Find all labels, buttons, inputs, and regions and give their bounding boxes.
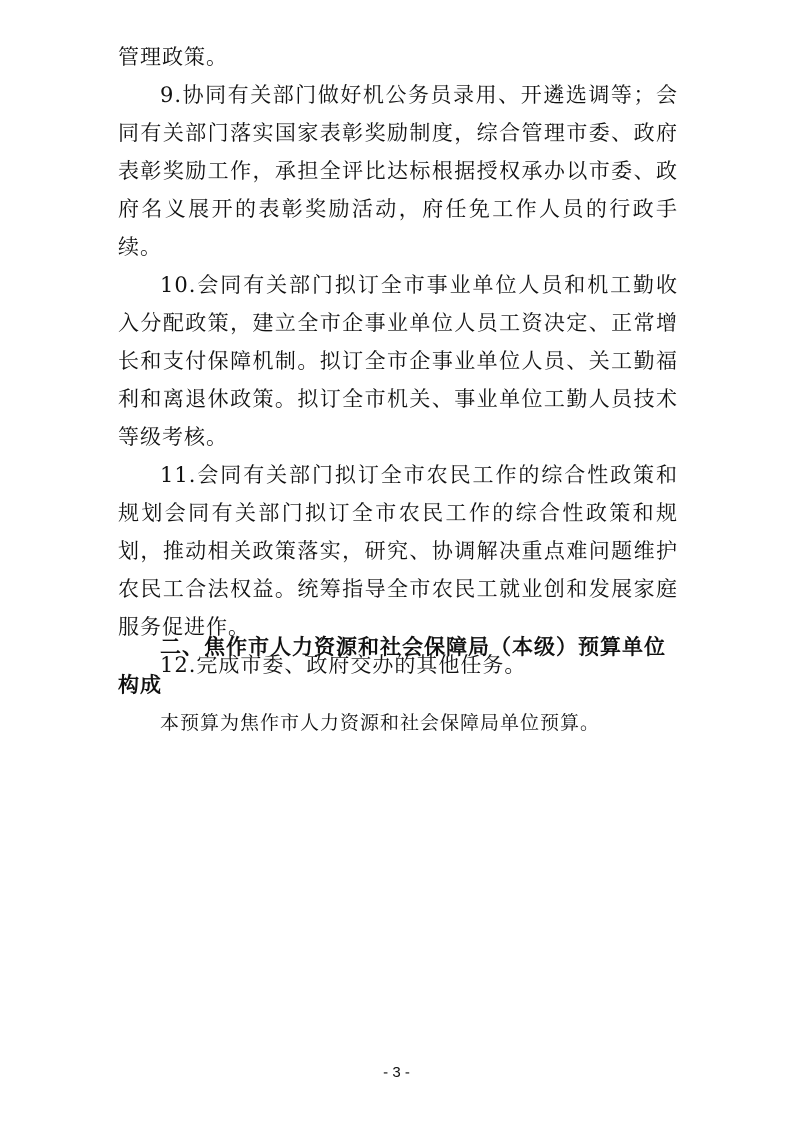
- document-body: [118, 38, 678, 684]
- paragraph-item-11: 11.会同有关部门拟订全市农民工作的综合性政策和规划会同有关部门拟订全市农民工作的综合性政策和规划，推动相关政策落实，研究、协调解决重点难问题维护农民工合法权益。统筹指导全市农民工就业创和发展家庭服务促进作。: [118, 463, 678, 639]
- paragraph-continuation: 管理政策。: [118, 45, 228, 69]
- section-body-text: 本预算为焦作市人力资源和社会保障局单位预算。: [160, 712, 601, 734]
- paragraph-item-10: 10.会同有关部门拟订全市事业单位人员和机工勤收入分配政策，建立全市企事业单位人员工资决定、正常增长和支付保障机制。拟订全市企事业单位人员、关工勤福利和离退休政策。拟订全市机关、事业单位工勤人员技术等级考核。: [118, 273, 678, 449]
- section-heading: 二、焦作市人力资源和社会保障局（本级）预算单位构成: [118, 635, 666, 697]
- paragraph-item-12: 12.完成市委、政府交办的其他任务。: [160, 653, 527, 677]
- paragraph-item-9: 9.协同有关部门做好机公务员录用、开遴选调等；会同有关部门落实国家表彰奖励制度，综合管理市委、政府表彰奖励工作，承担全评比达标根据授权承办以市委、政府名义展开的表彰奖励活动，府任免工作人员的行政手续。: [118, 83, 678, 259]
- page-number: - 3 -: [383, 1064, 410, 1081]
